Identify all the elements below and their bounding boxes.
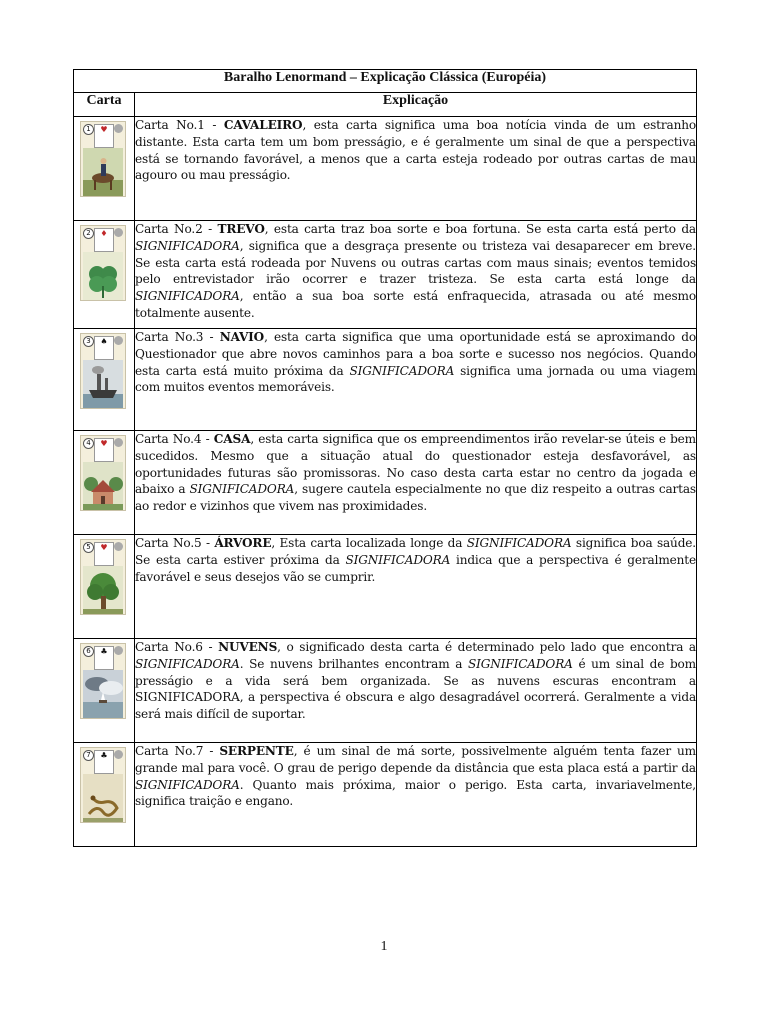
- table-row: [74, 431, 697, 535]
- card-cell: [74, 221, 135, 329]
- card-prefix: Carta No.4 -: [135, 432, 214, 446]
- card-number-badge: 1: [83, 124, 94, 135]
- suit-icon: ♥: [94, 438, 114, 462]
- significadora-term: SIGNIFICADORA: [466, 536, 572, 550]
- card-explanation: [135, 117, 697, 221]
- corner-emblem-icon: [114, 646, 123, 655]
- significadora-term: SIGNIFICADORA: [135, 238, 240, 253]
- significadora-term: SIGNIFICADORA: [349, 363, 455, 378]
- card-explanation: [135, 221, 697, 329]
- corner-emblem-icon: [114, 228, 123, 237]
- explanation-text: significa boa saúde. Se esta carta estiver próxima da: [135, 536, 696, 567]
- card-prefix: Carta No.1 -: [135, 118, 224, 132]
- significadora-term: SIGNIFICADORA: [135, 777, 240, 792]
- table-title: Baralho Lenormand – Explicação Clássica (Européia): [74, 70, 697, 93]
- explanation-text: , esta carta significa que uma oportunidade está se aproximando do Questionador que abre novos caminhos para a boa sorte e sucesso nos negócios. Quando esta carta está muito próxima da: [135, 330, 696, 378]
- card-cell: [74, 117, 135, 221]
- corner-emblem-icon: [114, 438, 123, 447]
- explanation-text: . Se nuvens brilhantes encontram a: [239, 656, 468, 671]
- card-prefix: Carta No.6 -: [135, 640, 219, 654]
- card-prefix: Carta No.2 -: [135, 222, 218, 236]
- house-illustration: [83, 462, 123, 508]
- tree-illustration: [83, 566, 123, 612]
- suit-icon: ♣: [94, 750, 114, 774]
- card-explanation: [135, 329, 697, 431]
- suit-icon: ♥: [94, 124, 114, 148]
- clouds-illustration: [83, 670, 123, 716]
- significadora-term: SIGNIFICADORA: [189, 482, 295, 497]
- table-body: [74, 117, 697, 847]
- card-number-badge: 7: [83, 750, 94, 761]
- table-row: [74, 743, 697, 847]
- table-row: [74, 329, 697, 431]
- horse-rider-illustration: [83, 148, 123, 194]
- card-name: ÁRVORE: [214, 536, 272, 550]
- explanation-text: , esta carta significa que os empreendimentos irão revelar-se úteis e bem sucedidos. Mesmo que a situação atual do questionador esteja desfavorável, as oportunidades futuras são promissoras. No caso desta carta estar no centro da jogada e abaixo a: [135, 432, 696, 497]
- explanation-text: , sugere cautela especialmente no que diz respeito a outras cartas ao redor e vizinhos que vivem nas proximidades.: [135, 482, 696, 514]
- explanation-text: , então a sua boa sorte está enfraquecida, atrasada ou até mesmo totalmente ausente.: [135, 289, 696, 320]
- card-image-clover: [80, 225, 126, 301]
- table-row: [74, 221, 697, 329]
- card-explanation: [135, 535, 697, 639]
- card-name: CAVALEIRO: [223, 118, 303, 132]
- explanation-text: , esta carta traz boa sorte e boa fortuna. Se esta carta está perto da: [264, 222, 696, 236]
- card-number-badge: 5: [83, 542, 94, 553]
- card-number-badge: 3: [83, 336, 94, 347]
- card-name: CASA: [213, 432, 251, 446]
- table-row: [74, 535, 697, 639]
- card-image-house: [80, 435, 126, 511]
- card-explanation: [135, 639, 697, 743]
- card-number-badge: 2: [83, 228, 94, 239]
- significadora-term: SIGNIFICADORA: [135, 656, 240, 671]
- explanation-text: indica que a perspectiva é geralmente favorável e seus desejos vão se cumprir.: [135, 552, 696, 584]
- corner-emblem-icon: [114, 336, 123, 345]
- corner-emblem-icon: [114, 124, 123, 133]
- suit-icon: ♥: [94, 542, 114, 566]
- card-number-badge: 6: [83, 646, 94, 657]
- column-header-explanation: Explicação: [135, 93, 697, 117]
- card-image-horse-rider: [80, 121, 126, 197]
- column-header-card: Carta: [74, 93, 135, 117]
- card-name: NAVIO: [219, 330, 265, 344]
- explanation-text: significa uma jornada ou uma viagem com muitos eventos memoráveis.: [135, 363, 696, 395]
- clover-illustration: [83, 252, 123, 298]
- card-prefix: Carta No.7 -: [135, 744, 220, 758]
- card-number-badge: 4: [83, 438, 94, 449]
- explanation-text: é um sinal de bom presságio e a vida será bem organizada. Se as nuvens escuras encontram a SIGNIFICADORA, a perspectiva é obscura e algo desagradável ocorrerá. Geralmente a vida será mais difícil de suportar.: [135, 656, 697, 722]
- card-image-snake: [80, 747, 126, 823]
- suit-icon: ♠: [94, 336, 114, 360]
- table-row: [74, 117, 697, 221]
- card-image-tree: [80, 539, 126, 615]
- snake-illustration: [83, 774, 123, 820]
- explanation-text: , Esta carta localizada longe da: [271, 536, 467, 550]
- ship-illustration: [83, 360, 123, 406]
- card-cell: [74, 329, 135, 431]
- suit-icon: ♦: [94, 228, 114, 252]
- card-name: NUVENS: [218, 640, 278, 654]
- lenormand-table: [73, 69, 697, 847]
- card-cell: [74, 639, 135, 743]
- card-prefix: Carta No.3 -: [135, 330, 220, 344]
- corner-emblem-icon: [114, 750, 123, 759]
- significadora-term: SIGNIFICADORA: [345, 552, 451, 567]
- card-cell: [74, 743, 135, 847]
- table-row: [74, 639, 697, 743]
- card-cell: [74, 535, 135, 639]
- explanation-text: , é um sinal de má sorte, possivelmente alguém tenta fazer um grande mal para você. O grau de perigo depende da distância que esta placa está a partir da: [135, 744, 696, 775]
- card-cell: [74, 431, 135, 535]
- card-explanation: [135, 431, 697, 535]
- card-explanation: [135, 743, 697, 847]
- card-prefix: Carta No.5 -: [135, 536, 215, 550]
- corner-emblem-icon: [114, 542, 123, 551]
- card-name: SERPENTE: [219, 744, 294, 758]
- card-image-ship: [80, 333, 126, 409]
- page-number: 1: [380, 939, 388, 954]
- explanation-text: . Quanto mais próxima, maior o perigo. Esta carta, invariavelmente, significa traição e engano.: [135, 777, 696, 809]
- explanation-text: , o significado desta carta é determinado pelo lado que encontra a: [277, 640, 696, 654]
- card-image-clouds: [80, 643, 126, 719]
- significadora-term: SIGNIFICADORA: [135, 289, 240, 304]
- explanation-text: , esta carta significa uma boa notícia vinda de um estranho distante. Esta carta tem um bom presságio, e é geralmente um sinal de que a perspectiva está se tornando favorável, a menos que a carta esteja rodeado por outras cartas de mau agouro ou mau presságio.: [135, 118, 696, 183]
- significadora-term: SIGNIFICADORA: [468, 656, 573, 671]
- explanation-text: , significa que a desgraça presente ou tristeza vai desaparecer em breve. Se esta carta está rodeada por Nuvens ou outras cartas com maus sinais; eventos temidos pelo entrevistador irão ocorrer e trazer tristeza. Se esta carta está longe da: [135, 238, 696, 287]
- suit-icon: ♣: [94, 646, 114, 670]
- card-name: TREVO: [217, 222, 265, 236]
